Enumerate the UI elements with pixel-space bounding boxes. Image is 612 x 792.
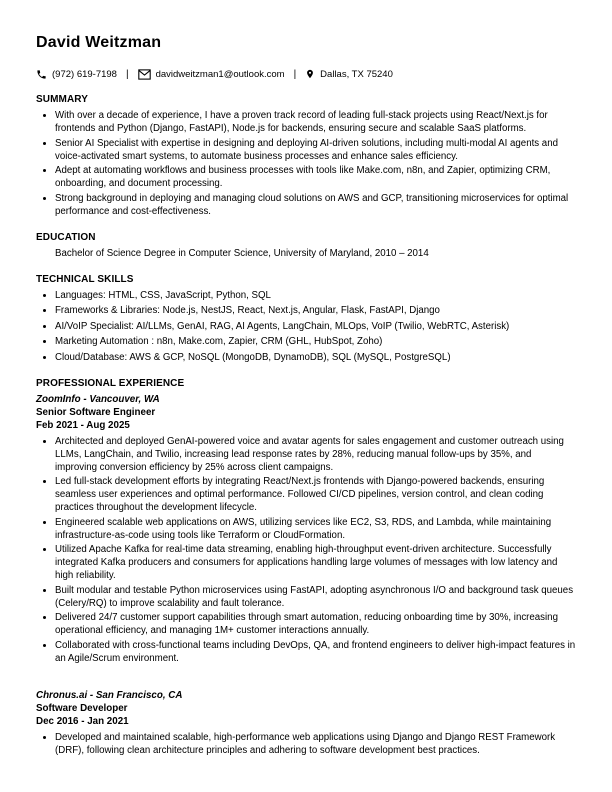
job-company-location: Chronus.ai - San Francisco, CA (36, 689, 183, 701)
location-pin-icon (305, 68, 315, 80)
education-heading: EDUCATION (36, 231, 96, 243)
contact-separator: | (125, 68, 129, 80)
job-entry-chronus (36, 689, 576, 757)
location-text: Dallas, TX 75240 (320, 68, 393, 80)
job-bullet: • Architected and deployed GenAI-powered voice and avatar agents for sales engagement and customer outreach using LLMs, LangChain, and Twilio, increasing lead response rates by 28%, reducing manual follow-ups by 35%, and improving conversion efficiency by 25% across client campaigns. (55, 435, 576, 474)
email-address: davidweitzman1@outlook.com (155, 68, 285, 80)
skill-bullet: • AI/VoIP Specialist: AI/LLMs, GenAI, RAG, AI Agents, LangChain, MLOps, VoIP (Twilio, WebRTC, Asterisk) (55, 320, 576, 333)
email-icon (138, 69, 151, 80)
phone-number: (972) 619-7198 (52, 68, 117, 80)
professional-experience-heading: PROFESSIONAL EXPERIENCE (36, 377, 185, 389)
job-bullet-list (36, 731, 576, 757)
job-bullet: • Engineered scalable web applications on AWS, utilizing services like EC2, S3, RDS, and Lambda, while maintaining infrastructure-as-code using tools like Terraform or CloudFormation. (55, 516, 576, 542)
skill-bullet: • Marketing Automation : n8n, Make.com, Zapier, CRM (GHL, HubSpot, Zoho) (55, 335, 576, 348)
job-bullet: • Built modular and testable Python microservices using FastAPI, adopting asynchronous I/O and background task queues (Celery/RQ) to improve scalability and fault tolerance. (55, 584, 576, 610)
job-dates: Dec 2016 - Jan 2021 (36, 715, 129, 727)
summary-bullet-list (36, 109, 576, 218)
job-bullet-list (36, 435, 576, 665)
job-bullet: • Collaborated with cross-functional teams including DevOps, QA, and frontend engineers to deliver high-impact features in an Agile/Scrum environment. (55, 639, 576, 665)
phone-icon (36, 69, 47, 80)
education-degree: Bachelor of Science Degree in Computer Science, University of Maryland, 2010 – 2014 (55, 247, 429, 259)
summary-bullet: • Adept at automating workflows and business processes with tools like Make.com, n8n, and Zapier, optimizing CRM, onboarding, and document processing. (55, 164, 576, 190)
section-education (36, 232, 576, 260)
skill-bullet: • Languages: HTML, CSS, JavaScript, Python, SQL (55, 289, 576, 302)
job-bullet: • Delivered 24/7 customer support capabilities through smart automation, reducing onboarding time by 30%, increasing operational efficiency, and managing 1M+ customer interactions annually. (55, 611, 576, 637)
section-technical-skills (36, 274, 576, 364)
skill-bullet: • Cloud/Database: AWS & GCP, NoSQL (MongoDB, DynamoDB), SQL (MySQL, PostgreSQL) (55, 351, 576, 364)
summary-bullet: • Strong background in deploying and managing cloud solutions on AWS and GCP, transitioning microservices for optimal performance and cost-effectiveness. (55, 192, 576, 218)
summary-bullet: • Senior AI Specialist with expertise in designing and deploying AI-driven solutions, including multi-modal AI agents and voice-activated smart systems, to automate business processes and enhance sales efficiency. (55, 137, 576, 163)
job-dates: Feb 2021 - Aug 2025 (36, 419, 130, 431)
technical-skills-heading: TECHNICAL SKILLS (36, 273, 134, 285)
contact-line (36, 68, 576, 80)
job-entry-zoominfo (36, 393, 576, 665)
job-company-location: ZoomInfo - Vancouver, WA (36, 393, 160, 405)
contact-separator: | (293, 68, 297, 80)
section-summary (36, 94, 576, 218)
job-bullet: • Developed and maintained scalable, high-performance web applications using Django and Django REST Framework (DRF), following clean architecture principles and adhering to software development best practices. (55, 731, 576, 757)
summary-bullet: • With over a decade of experience, I have a proven track record of leading full-stack projects using React/Next.js for frontends and Python (Django, FastAPI), Node.js for backends, ensuring secure and scalable SaaS platforms. (55, 109, 576, 135)
summary-heading: SUMMARY (36, 94, 88, 105)
job-title: Software Developer (36, 702, 128, 714)
job-bullet: • Led full-stack development efforts by integrating React/Next.js frontends with Django-powered backends, ensuring seamless user experiences and optimal performance. Followed CI/CD pipelines, version control, and clean coding practices throughout the development lifecycle. (55, 475, 576, 514)
job-bullet: • Utilized Apache Kafka for real-time data streaming, enabling high-throughput event-driven architecture. Successfully integrated Kafka producers and consumers for applications handling large volumes of messages with low latency and high reliability. (55, 543, 576, 582)
skill-bullet: • Frameworks & Libraries: Node.js, NestJS, React, Next.js, Angular, Flask, FastAPI, Django (55, 304, 576, 317)
section-professional-experience (36, 378, 576, 757)
skills-bullet-list (36, 289, 576, 364)
candidate-name: David Weitzman (36, 34, 162, 51)
job-title: Senior Software Engineer (36, 406, 156, 418)
